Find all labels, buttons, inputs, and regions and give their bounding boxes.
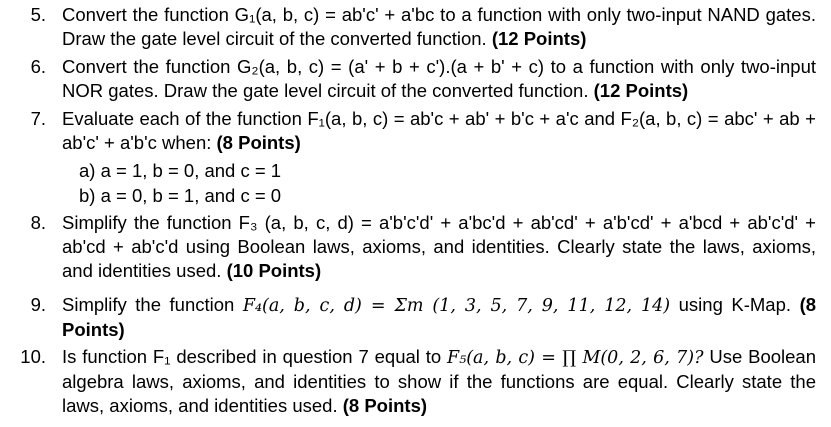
points-label: (12 Points) xyxy=(491,28,587,50)
points-label: (8 Points) xyxy=(342,395,428,417)
question-number: 6. xyxy=(30,56,46,77)
question-text: Evaluate each of the function F₁(a, b, c) = ab'c + ab' + b'c + a'c and F₂(a, b, c) = abc' + ab + ab'c' + a'b'c when: (8 Points) xyxy=(62,108,816,154)
question-7-part-a: a) a = 1, b = 0, and c = 1 xyxy=(79,160,282,181)
question-text: Convert the function G₁(a, b, c) = ab'c' + a'bc to a function with only two-input NAND gates. Draw the gate level circuit of the converted function. (12 Points) xyxy=(62,4,816,50)
points-label: (12 Points) xyxy=(593,80,689,102)
question-number: 7. xyxy=(30,108,46,129)
question-text: Simplify the function F₄(a, b, c, d) = Σm (1, 3, 5, 7, 9, 11, 12, 14) using K-Map. (8 Points) xyxy=(62,294,817,341)
question-number: 9. xyxy=(30,294,46,315)
formula: F₄(a, b, c, d) = Σm (1, 3, 5, 7, 9, 11, 12, 14) xyxy=(242,296,671,316)
question-7-part-b: b) a = 0, b = 1, and c = 0 xyxy=(79,185,282,206)
question-number: 5. xyxy=(30,4,46,25)
points-label: (10 Points) xyxy=(226,260,322,282)
question-number: 10. xyxy=(20,346,46,367)
formula: F₅(a, b, c) = ∏ M(0, 2, 6, 7)? xyxy=(447,348,704,368)
question-text: Is function F₁ described in question 7 equal to F₅(a, b, c) = ∏ M(0, 2, 6, 7)? Use Boolean algebra laws, axioms, and identities to show if the functions are equal. Clearly state the laws, axioms, and identities used. (8 Points) xyxy=(62,346,817,417)
question-number: 8. xyxy=(30,212,46,233)
points-label: (8 Points) xyxy=(62,294,817,341)
question-text: Convert the function G₂(a, b, c) = (a' + b + c').(a + b' + c) to a function with only two-input NOR gates. Draw the gate level circuit of the converted function. (12 Points) xyxy=(62,56,816,102)
question-text: Simplify the function F₃ (a, b, c, d) = a'b'c'd' + a'bc'd + ab'cd' + a'b'cd' + a'bcd + ab'c'd' + ab'cd + ab'c'd using Boolean laws, axioms, and identities. Clearly state the laws, axioms, and identities used. (10 Points) xyxy=(62,212,816,282)
points-label: (8 Points) xyxy=(216,132,301,154)
